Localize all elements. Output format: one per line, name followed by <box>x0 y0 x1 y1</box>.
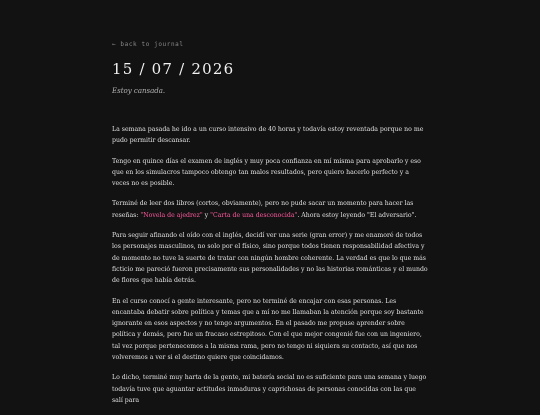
paragraph-3-text-b: y <box>202 211 211 219</box>
paragraph-1: La semana pasada he ido a un curso intensivo de 40 horas y todavía estoy reventada porque no me pudo permitir descansar. <box>112 126 424 145</box>
paragraph-3-text-a: Terminé de leer dos libros (cortos, obviamente), pero no pude sacar un momento para hacer las reseñas: <box>112 200 414 219</box>
paragraph-3-text-c: . Ahora estoy leyendo "El adversario". <box>297 211 417 219</box>
book-link-novela-de-ajedrez[interactable]: "Novela de ajedrez" <box>140 211 203 219</box>
paragraph-3 <box>112 198 428 221</box>
back-to-journal-link[interactable]: ← back to journal <box>112 41 184 48</box>
paragraph-2: Tengo en quince días el examen de inglés y muy poca confianza en mí misma para aprobarlo y eso que en los simulacros tampoco obtengo tan malos resultados, pero quiero hacerlo perfecto y a veces no es posible. <box>112 157 421 188</box>
entry-date: 15 / 07 / 2026 <box>112 60 235 78</box>
paragraph-4: Para seguir afinando el oído con el inglés, decidí ver una serie (gran error) y me enamoré de todos los personajes masculinos, no solo por el físico, sino porque todos tienen responsabilidad afectiva y de momento no tuve la suerte de tratar con ningún hombre coherente. La verdad es que lo que más ficticio me pareció fueron precisamente sus personalidades y no las historias románticas y el mundo de flores que había detrás. <box>112 232 428 285</box>
entry-subtitle: Estoy cansada. <box>112 87 166 95</box>
paragraph-5: En el curso conocí a gente interesante, pero no terminé de encajar con esas personas. Les encantaba debatir sobre política y temas que a mí no me llamaban la atención porque soy bastante ignorante en esos aspectos y no tengo argumentos. En el pasado me propuse aprender sobre política y demás, pero fue un fracaso estrepitoso. Con el que mejor congenié fue con un ingeniero, tal vez porque pertenecemos a la misma rama, pero no tengo ni siquiera su contacto, así que nos volveremos a ver si el destino quiere que coincidamos. <box>112 297 424 362</box>
paragraph-6: Lo dicho, terminé muy harta de la gente, mi batería social no es suficiente para una semana y luego todavía tuve que aguantar actitudes inmaduras y caprichosas de personas conocidas con las que salí para <box>112 374 427 404</box>
book-link-carta-de-una-desconocida[interactable]: "Carta de una desconocida" <box>210 211 298 219</box>
entry-body <box>112 124 428 415</box>
